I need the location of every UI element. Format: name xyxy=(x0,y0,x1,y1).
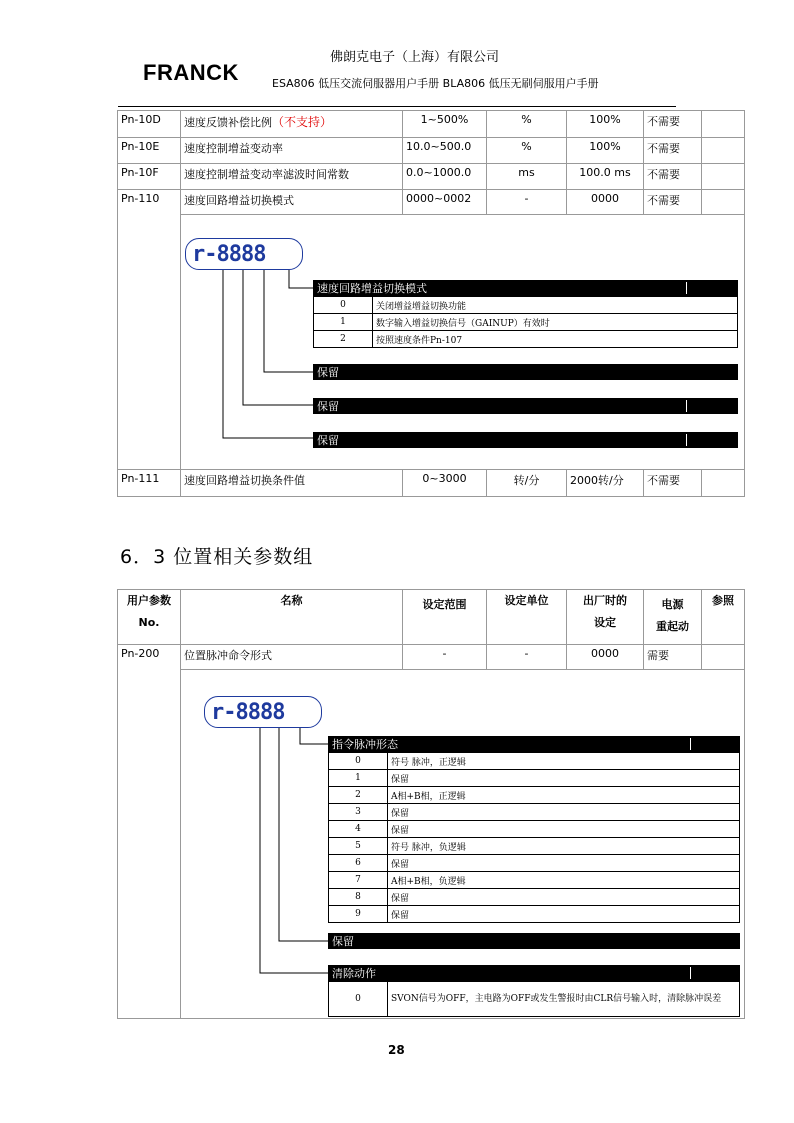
list-item: 3 保留 xyxy=(329,804,740,821)
param-range: 1~500% xyxy=(403,111,487,138)
param-power: 需要 xyxy=(644,645,702,670)
list-item: 1 保留 xyxy=(329,770,740,787)
header-range: 设定范围 xyxy=(403,590,487,645)
company-name: 佛朗克电子（上海）有限公司 xyxy=(330,50,500,65)
list-item: 9 保留 xyxy=(329,906,740,923)
list-item: 4 保留 xyxy=(329,821,740,838)
header-ref: 参照 xyxy=(702,590,745,645)
list-item: 8 保留 xyxy=(329,889,740,906)
option-list xyxy=(328,752,740,923)
param-unit: ms xyxy=(487,164,567,190)
bar-label: 保留 xyxy=(313,398,738,414)
list-item: 2 A相+B相，正逻辑 xyxy=(329,787,740,804)
param-code: Pn-10F xyxy=(118,164,181,190)
page-number: 28 xyxy=(388,1043,405,1057)
param-name: 速度回路增益切换条件值 xyxy=(181,470,403,497)
list-item: 1 数字输入增益切换信号（GAINUP）有效时 xyxy=(314,314,738,331)
param-code: Pn-110 xyxy=(118,190,181,470)
param-default: 2000转/分 xyxy=(567,470,644,497)
param-name: 速度控制增益变动率 xyxy=(181,138,403,164)
clear-option-list xyxy=(328,981,740,1017)
param-unit: % xyxy=(487,111,567,138)
param-range: 0~3000 xyxy=(403,470,487,497)
param-name: 位置脉冲命令形式 xyxy=(181,645,403,670)
list-item: 5 符号 脉冲，负逻辑 xyxy=(329,838,740,855)
param-range: 0000~0002 xyxy=(403,190,487,215)
param-power: 不需要 xyxy=(644,164,702,190)
list-item: 7 A相+B相，负逻辑 xyxy=(329,872,740,889)
bar-label: 指令脉冲形态 xyxy=(328,736,740,752)
header-default: 出厂时的 设定 xyxy=(567,590,644,645)
param-code: Pn-10D xyxy=(118,111,181,138)
param-unit: - xyxy=(487,190,567,215)
param-default: 0000 xyxy=(567,645,644,670)
header-code: 用户参数 No. xyxy=(118,590,181,645)
list-item: 0 符号 脉冲，正逻辑 xyxy=(329,753,740,770)
bar-label: 保留 xyxy=(313,364,738,380)
list-item: 6 保留 xyxy=(329,855,740,872)
param-name: 速度反馈补偿比例（不支持） xyxy=(181,111,403,138)
section-title: 6．3 位置相关参数组 xyxy=(120,546,314,568)
header-name: 名称 xyxy=(181,590,403,645)
param-range: 0.0~1000.0 xyxy=(403,164,487,190)
param-code: Pn-111 xyxy=(118,470,181,497)
param-default: 100% xyxy=(567,111,644,138)
bar-label: 保留 xyxy=(313,432,738,448)
list-item: 2 按照速度条件Pn-107 xyxy=(314,331,738,348)
param-code: Pn-200 xyxy=(118,645,181,1019)
param-name: 速度控制增益变动率滤波时间常数 xyxy=(181,164,403,190)
param-default: 100.0 ms xyxy=(567,164,644,190)
manual-title: ESA806 低压交流伺服器用户手册 BLA806 低压无刷伺服用户手册 xyxy=(272,77,599,90)
param-power: 不需要 xyxy=(644,111,702,138)
param-power: 不需要 xyxy=(644,138,702,164)
lcd-display: r-8888 xyxy=(185,238,303,270)
param-code: Pn-10E xyxy=(118,138,181,164)
list-item: 0 SVON信号为OFF，主电路为OFF或发生警报时由CLR信号输入时，清除脉冲误差 xyxy=(329,982,740,1017)
lcd-display: r-8888 xyxy=(204,696,322,728)
param-unit: - xyxy=(487,645,567,670)
param-unit: 转/分 xyxy=(487,470,567,497)
list-item: 0 关闭增益增益切换功能 xyxy=(314,297,738,314)
param-name: 速度回路增益切换模式 xyxy=(181,190,403,215)
param-default: 0000 xyxy=(567,190,644,215)
header-power: 电源 重起动 xyxy=(644,590,702,645)
param-power: 不需要 xyxy=(644,190,702,215)
param-power: 不需要 xyxy=(644,470,702,497)
company-logo: FRANCK xyxy=(143,60,239,85)
bar-label: 清除动作 xyxy=(328,965,740,981)
bar-label: 速度回路增益切换模式 xyxy=(313,280,738,296)
param-default: 100% xyxy=(567,138,644,164)
bar-label: 保留 xyxy=(328,933,740,949)
header-unit: 设定单位 xyxy=(487,590,567,645)
unsupported-note: （不支持） xyxy=(272,115,333,129)
param-range: 10.0~500.0 xyxy=(403,138,487,164)
param-unit: % xyxy=(487,138,567,164)
param-range: - xyxy=(403,645,487,670)
